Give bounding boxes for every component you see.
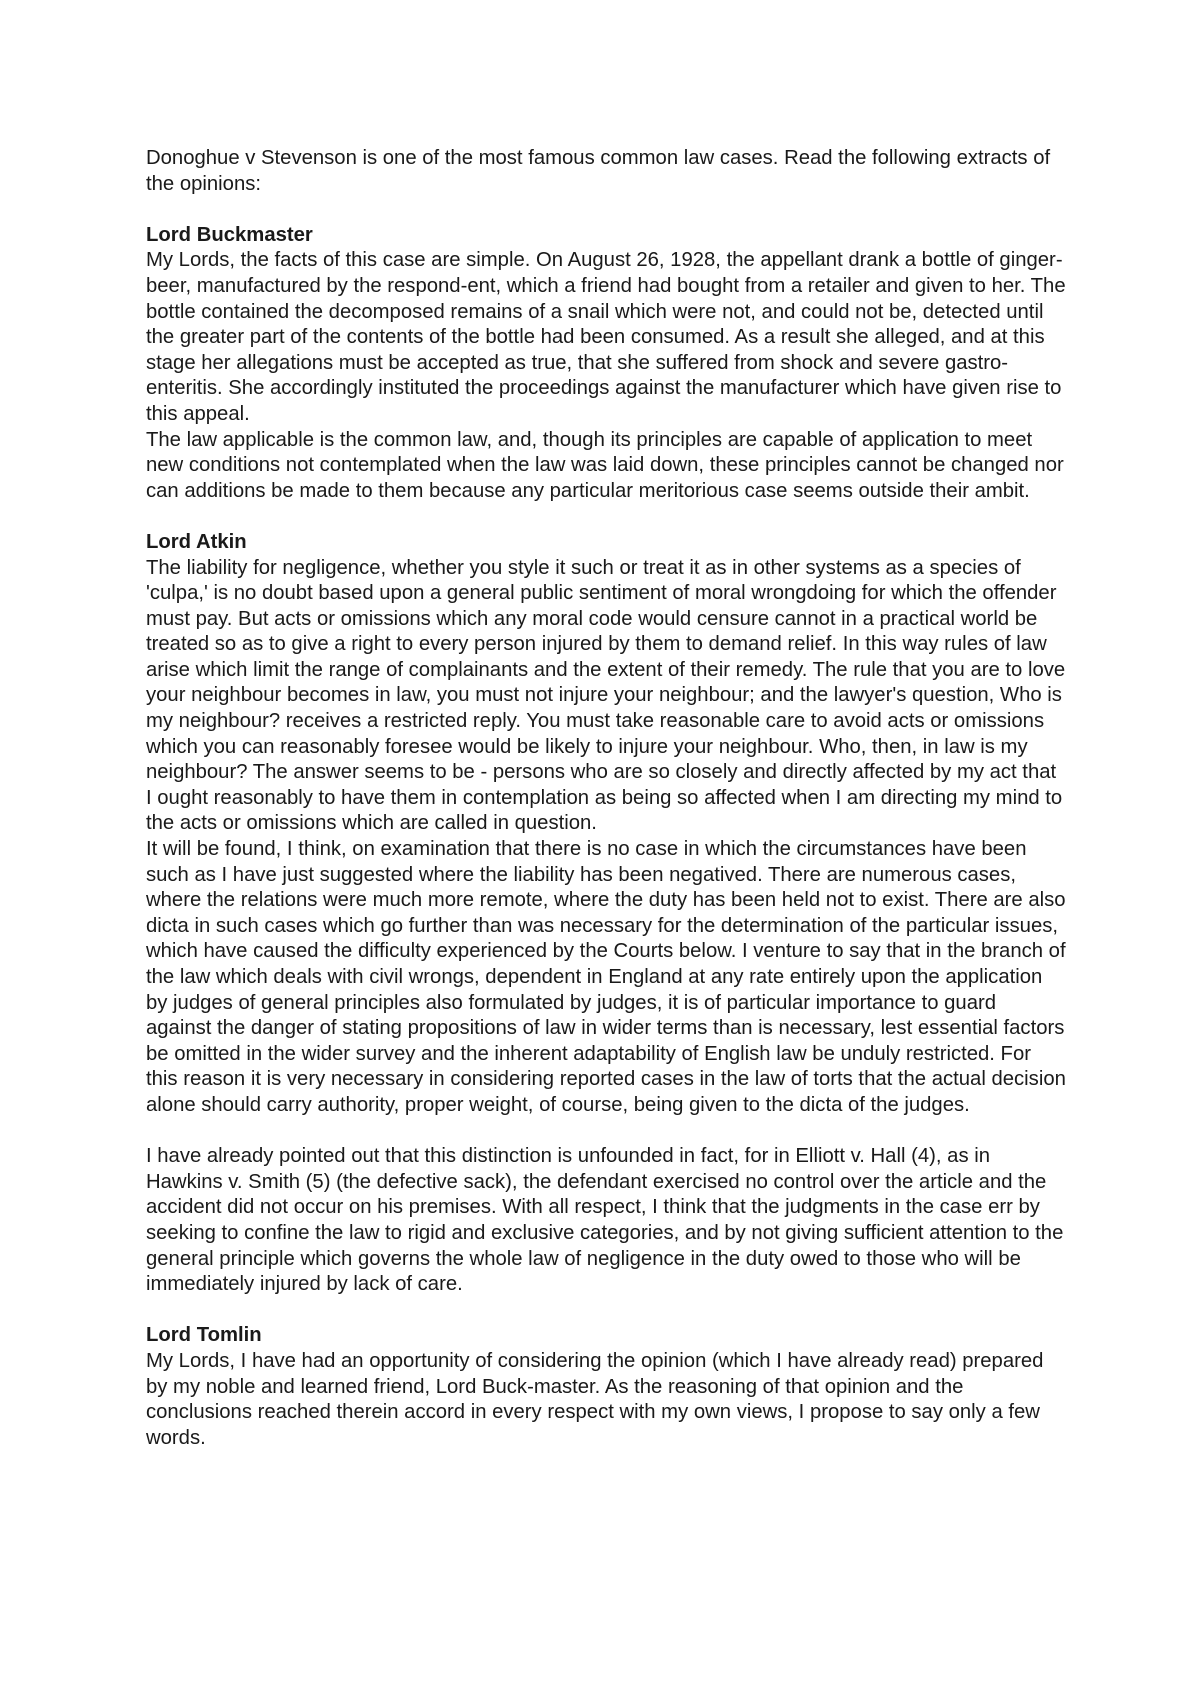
intro-paragraph: Donoghue v Stevenson is one of the most famous common law cases. Read the following extracts of the opinions: [146, 147, 1051, 195]
buckmaster-paragraph-1: My Lords, the facts of this case are simple. On August 26, 1928, the appellant drank a bottle of ginger-beer, manufactured by the respond-ent, which a friend had bought from a retailer and given to her. The bottle contained the decomposed remains of a snail which were not, and could not be, detected until the greater part of the contents of the bottle had been consumed. As a result she alleged, and at this stage her allegations must be accepted as true, that she suffered from shock and severe gastro-enteritis. She accordingly instituted the proceedings against the manufacturer which have given rise to this appeal. [146, 249, 1066, 425]
spacer [146, 197, 1066, 223]
spacer [146, 1119, 1066, 1145]
spacer [146, 504, 1066, 530]
heading-lord-atkin: Lord Atkin [146, 530, 247, 553]
heading-lord-buckmaster: Lord Buckmaster [146, 223, 313, 246]
atkin-paragraph-2: It will be found, I think, on examination that there is no case in which the circumstances have been such as I have just suggested where the liability has been negatived. There are numerous cases, where the relations were much more remote, where the duty has been held not to exist. There are also dicta in such cases which go further than was necessary for the determination of the particular issues, which have caused the difficulty experienced by the Courts below. I venture to say that in the branch of the law which deals with civil wrongs, dependent in England at any rate entirely upon the application by judges of general principles also formulated by judges, it is of particular importance to guard against the danger of stating propositions of law in wider terms than is necessary, lest essential factors be omitted in the wider survey and the inherent adaptability of English law be unduly restricted. For this reason it is very necessary in considering reported cases in the law of torts that the actual decision alone should carry authority, proper weight, of course, being given to the dicta of the judges. [146, 838, 1066, 1116]
buckmaster-paragraph-2: The law applicable is the common law, and, though its principles are capable of application to meet new conditions not contemplated when the law was laid down, these principles cannot be changed nor can additions be made to them because any particular meritorious case seems outside their ambit. [146, 428, 1064, 502]
atkin-paragraph-1: The liability for negligence, whether you style it such or treat it as in other systems as a species of 'culpa,' is no doubt based upon a general public sentiment of moral wrongdoing for which the offender must pay. But acts or omissions which any moral code would censure cannot in a practical world be treated so as to give a right to every person injured by them to demand relief. In this way rules of law arise which limit the range of complainants and the extent of their remedy. The rule that you are to love your neighbour becomes in law, you must not injure your neighbour; and the lawyer's question, Who is my neighbour? receives a restricted reply. You must take reasonable care to avoid acts or omissions which you can reasonably foresee would be likely to injure your neighbour. Who, then, in law is my neighbour? The answer seems to be - persons who are so closely and directly affected by my act that I ought reasonably to have them in contemplation as being so affected when I am directing my mind to the acts or omissions which are called in question. [146, 556, 1066, 835]
document-page [146, 146, 1066, 1451]
spacer [146, 1298, 1066, 1324]
heading-lord-tomlin: Lord Tomlin [146, 1324, 262, 1347]
atkin-paragraph-3: I have already pointed out that this distinction is unfounded in fact, for in Elliott v. Hall (4), as in Hawkins v. Smith (5) (the defective sack), the defendant exercised no control over the article and the accident did not occur on his premises. With all respect, I think that the judgments in the case err by seeking to confine the law to rigid and exclusive categories, and by not giving sufficient attention to the general principle which governs the whole law of negligence in the duty owed to those who will be immediately injured by lack of care. [146, 1145, 1064, 1296]
tomlin-paragraph-1: My Lords, I have had an opportunity of considering the opinion (which I have already read) prepared by my noble and learned friend, Lord Buck-master. As the reasoning of that opinion and the conclusions reached therein accord in every respect with my own views, I propose to say only a few words. [146, 1349, 1044, 1449]
